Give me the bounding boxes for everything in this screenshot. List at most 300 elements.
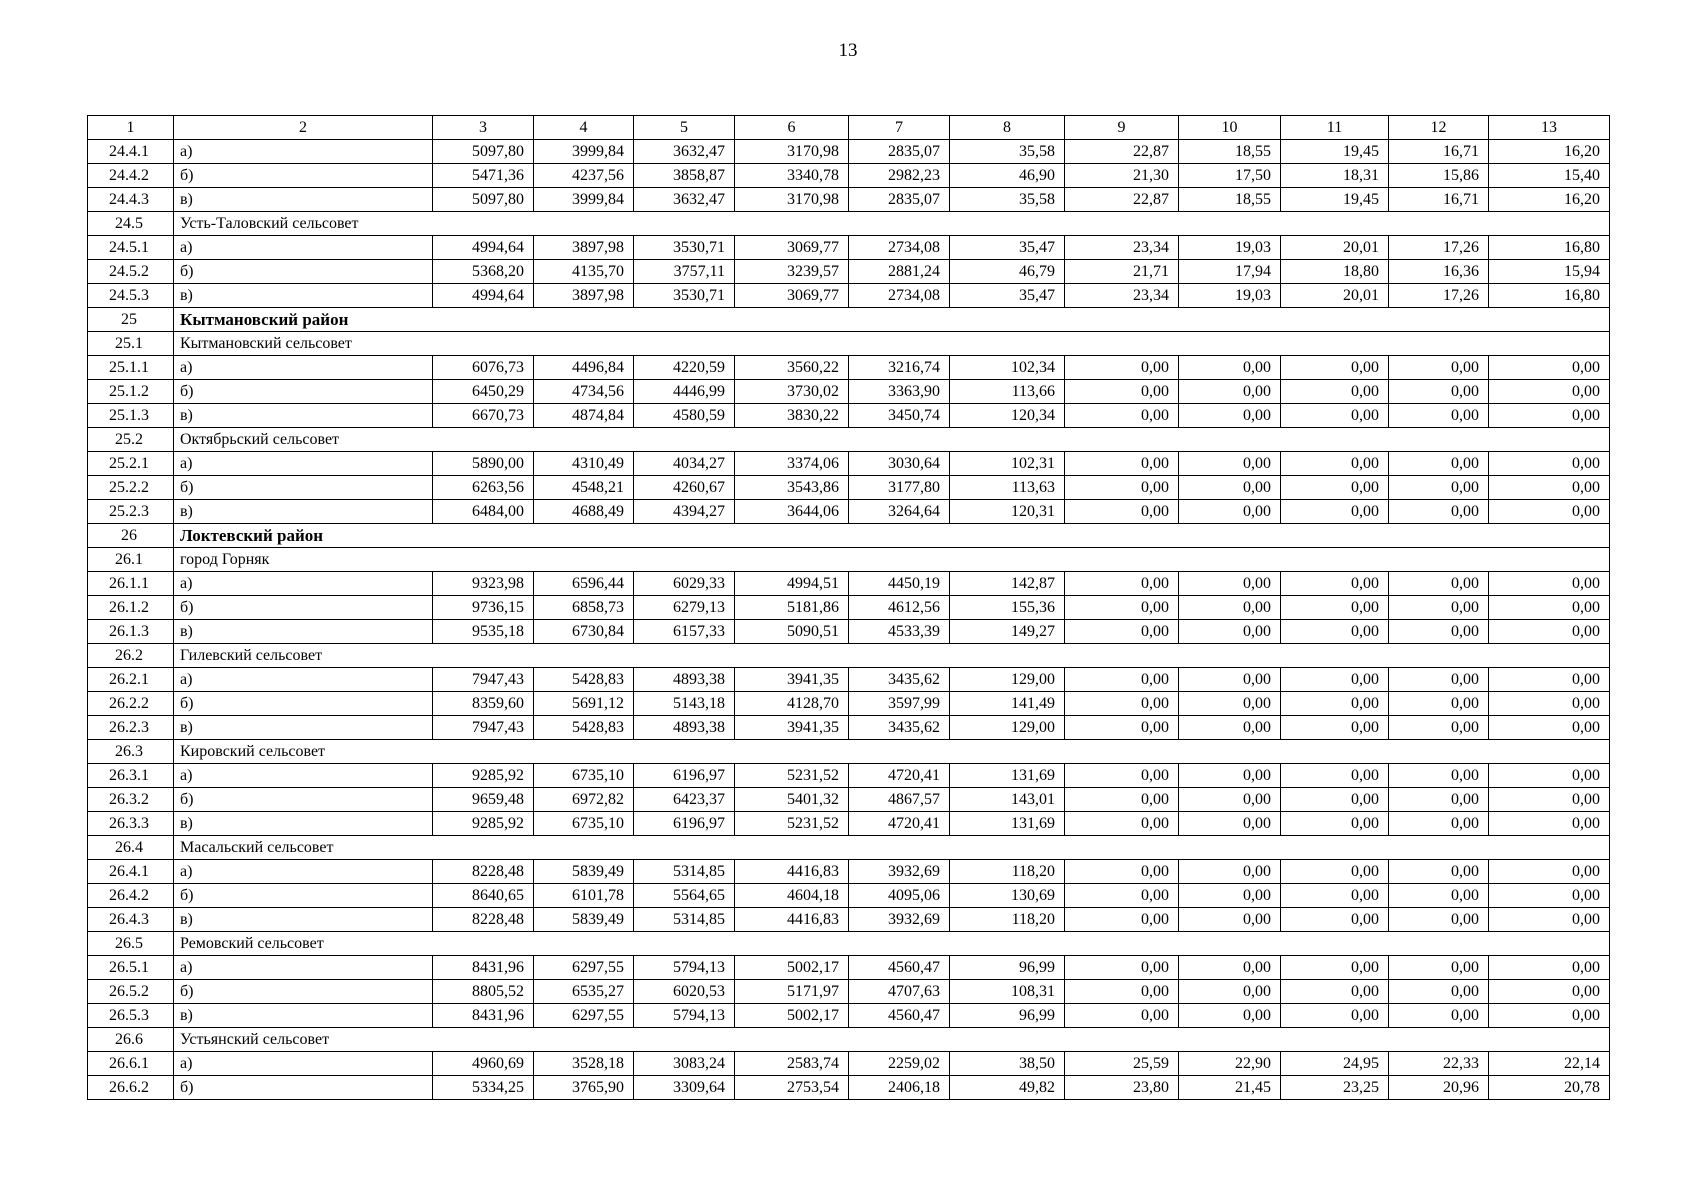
row-label: а) bbox=[174, 572, 433, 596]
cell-value: 0,00 bbox=[1179, 404, 1281, 428]
cell-value: 0,00 bbox=[1281, 764, 1389, 788]
cell-value: 6157,33 bbox=[634, 620, 735, 644]
table-row bbox=[88, 716, 1610, 740]
cell-value: 0,00 bbox=[1489, 716, 1610, 740]
cell-value: 0,00 bbox=[1065, 1004, 1179, 1028]
cell-value: 142,87 bbox=[950, 572, 1065, 596]
row-code: 25.1.2 bbox=[88, 380, 174, 404]
cell-value: 0,00 bbox=[1489, 452, 1610, 476]
cell-value: 22,87 bbox=[1065, 140, 1179, 164]
cell-value: 8431,96 bbox=[433, 1004, 534, 1028]
cell-value: 3632,47 bbox=[634, 140, 735, 164]
cell-value: 3069,77 bbox=[735, 284, 849, 308]
cell-value: 0,00 bbox=[1389, 692, 1489, 716]
cell-value: 4734,56 bbox=[534, 380, 634, 404]
cell-value: 3543,86 bbox=[735, 476, 849, 500]
row-label: а) bbox=[174, 236, 433, 260]
section-row bbox=[88, 428, 1610, 452]
cell-value: 0,00 bbox=[1389, 764, 1489, 788]
row-label: а) bbox=[174, 356, 433, 380]
cell-value: 6029,33 bbox=[634, 572, 735, 596]
row-code: 26.2 bbox=[88, 644, 174, 668]
cell-value: 0,00 bbox=[1281, 884, 1389, 908]
cell-value: 9659,48 bbox=[433, 788, 534, 812]
table-row bbox=[88, 452, 1610, 476]
row-code: 25.2.2 bbox=[88, 476, 174, 500]
row-code: 26.6.2 bbox=[88, 1076, 174, 1100]
cell-value: 5090,51 bbox=[735, 620, 849, 644]
cell-value: 49,82 bbox=[950, 1076, 1065, 1100]
tariff-table bbox=[87, 115, 1610, 1100]
cell-value: 4095,06 bbox=[849, 884, 950, 908]
row-label: в) bbox=[174, 284, 433, 308]
cell-value: 8228,48 bbox=[433, 860, 534, 884]
cell-value: 22,33 bbox=[1389, 1052, 1489, 1076]
cell-value: 4604,18 bbox=[735, 884, 849, 908]
cell-value: 5314,85 bbox=[634, 908, 735, 932]
cell-value: 7947,43 bbox=[433, 668, 534, 692]
cell-value: 0,00 bbox=[1065, 620, 1179, 644]
cell-value: 22,87 bbox=[1065, 188, 1179, 212]
cell-value: 3597,99 bbox=[849, 692, 950, 716]
cell-value: 3941,35 bbox=[735, 668, 849, 692]
cell-value: 0,00 bbox=[1389, 356, 1489, 380]
cell-value: 19,03 bbox=[1179, 236, 1281, 260]
cell-value: 0,00 bbox=[1281, 788, 1389, 812]
cell-value: 6972,82 bbox=[534, 788, 634, 812]
row-code: 24.4.3 bbox=[88, 188, 174, 212]
table-row bbox=[88, 500, 1610, 524]
row-code: 26.6 bbox=[88, 1028, 174, 1052]
row-label: б) bbox=[174, 980, 433, 1004]
cell-value: 5839,49 bbox=[534, 908, 634, 932]
row-code: 26.3.2 bbox=[88, 788, 174, 812]
header-row bbox=[88, 116, 1610, 140]
row-code: 24.4.1 bbox=[88, 140, 174, 164]
cell-value: 3374,06 bbox=[735, 452, 849, 476]
cell-value: 0,00 bbox=[1489, 692, 1610, 716]
row-label: в) bbox=[174, 812, 433, 836]
cell-value: 20,78 bbox=[1489, 1076, 1610, 1100]
cell-value: 4260,67 bbox=[634, 476, 735, 500]
cell-value: 3069,77 bbox=[735, 236, 849, 260]
cell-value: 6423,37 bbox=[634, 788, 735, 812]
cell-value: 0,00 bbox=[1065, 476, 1179, 500]
cell-value: 3177,80 bbox=[849, 476, 950, 500]
cell-value: 6596,44 bbox=[534, 572, 634, 596]
cell-value: 0,00 bbox=[1281, 380, 1389, 404]
row-label: а) bbox=[174, 860, 433, 884]
cell-value: 130,69 bbox=[950, 884, 1065, 908]
cell-value: 6858,73 bbox=[534, 596, 634, 620]
cell-value: 0,00 bbox=[1489, 812, 1610, 836]
cell-value: 6020,53 bbox=[634, 980, 735, 1004]
cell-value: 0,00 bbox=[1179, 908, 1281, 932]
cell-value: 131,69 bbox=[950, 764, 1065, 788]
table-row bbox=[88, 284, 1610, 308]
cell-value: 120,34 bbox=[950, 404, 1065, 428]
cell-value: 0,00 bbox=[1281, 716, 1389, 740]
cell-value: 0,00 bbox=[1489, 668, 1610, 692]
cell-value: 3083,24 bbox=[634, 1052, 735, 1076]
cell-value: 6297,55 bbox=[534, 956, 634, 980]
cell-value: 8640,65 bbox=[433, 884, 534, 908]
cell-value: 19,45 bbox=[1281, 188, 1389, 212]
cell-value: 0,00 bbox=[1065, 956, 1179, 980]
row-code: 26.2.1 bbox=[88, 668, 174, 692]
cell-value: 6196,97 bbox=[634, 764, 735, 788]
row-code: 24.5.3 bbox=[88, 284, 174, 308]
cell-value: 0,00 bbox=[1179, 596, 1281, 620]
cell-value: 3363,90 bbox=[849, 380, 950, 404]
cell-value: 4310,49 bbox=[534, 452, 634, 476]
row-code: 26.4.1 bbox=[88, 860, 174, 884]
row-label: а) bbox=[174, 452, 433, 476]
cell-value: 0,00 bbox=[1489, 788, 1610, 812]
cell-value: 22,14 bbox=[1489, 1052, 1610, 1076]
row-code: 26.1.3 bbox=[88, 620, 174, 644]
table-row bbox=[88, 356, 1610, 380]
cell-value: 0,00 bbox=[1281, 596, 1389, 620]
cell-value: 17,50 bbox=[1179, 164, 1281, 188]
cell-value: 0,00 bbox=[1489, 620, 1610, 644]
cell-value: 5314,85 bbox=[634, 860, 735, 884]
row-code: 26 bbox=[88, 524, 174, 548]
cell-value: 0,00 bbox=[1179, 764, 1281, 788]
cell-value: 3897,98 bbox=[534, 236, 634, 260]
row-code: 26.4.2 bbox=[88, 884, 174, 908]
cell-value: 0,00 bbox=[1389, 908, 1489, 932]
cell-value: 0,00 bbox=[1489, 884, 1610, 908]
cell-value: 16,71 bbox=[1389, 140, 1489, 164]
table-row bbox=[88, 260, 1610, 284]
cell-value: 19,45 bbox=[1281, 140, 1389, 164]
row-label: в) bbox=[174, 620, 433, 644]
cell-value: 17,26 bbox=[1389, 284, 1489, 308]
table-row bbox=[88, 476, 1610, 500]
row-label: б) bbox=[174, 380, 433, 404]
cell-value: 4720,41 bbox=[849, 764, 950, 788]
cell-value: 3644,06 bbox=[735, 500, 849, 524]
row-code: 25.1 bbox=[88, 332, 174, 356]
cell-value: 3309,64 bbox=[634, 1076, 735, 1100]
cell-value: 0,00 bbox=[1389, 812, 1489, 836]
cell-value: 0,00 bbox=[1065, 764, 1179, 788]
cell-value: 7947,43 bbox=[433, 716, 534, 740]
row-label: в) bbox=[174, 908, 433, 932]
cell-value: 96,99 bbox=[950, 956, 1065, 980]
cell-value: 3632,47 bbox=[634, 188, 735, 212]
row-code: 26.2.3 bbox=[88, 716, 174, 740]
row-code: 26.5.3 bbox=[88, 1004, 174, 1028]
cell-value: 0,00 bbox=[1065, 884, 1179, 908]
row-code: 25 bbox=[88, 308, 174, 332]
district-row bbox=[88, 524, 1610, 548]
cell-value: 0,00 bbox=[1489, 596, 1610, 620]
cell-value: 3932,69 bbox=[849, 908, 950, 932]
table-row bbox=[88, 908, 1610, 932]
cell-value: 143,01 bbox=[950, 788, 1065, 812]
cell-value: 16,20 bbox=[1489, 188, 1610, 212]
cell-value: 0,00 bbox=[1179, 452, 1281, 476]
cell-value: 4994,64 bbox=[433, 284, 534, 308]
cell-value: 3435,62 bbox=[849, 716, 950, 740]
cell-value: 4688,49 bbox=[534, 500, 634, 524]
row-label: в) bbox=[174, 404, 433, 428]
cell-value: 18,55 bbox=[1179, 188, 1281, 212]
cell-value: 5794,13 bbox=[634, 956, 735, 980]
row-label: а) bbox=[174, 1052, 433, 1076]
row-code: 25.2 bbox=[88, 428, 174, 452]
cell-value: 15,40 bbox=[1489, 164, 1610, 188]
cell-value: 4560,47 bbox=[849, 956, 950, 980]
row-label: б) bbox=[174, 476, 433, 500]
cell-value: 0,00 bbox=[1065, 980, 1179, 1004]
cell-value: 0,00 bbox=[1179, 884, 1281, 908]
cell-value: 0,00 bbox=[1179, 716, 1281, 740]
cell-value: 3530,71 bbox=[634, 236, 735, 260]
cell-value: 0,00 bbox=[1389, 404, 1489, 428]
cell-value: 4994,64 bbox=[433, 236, 534, 260]
section-row bbox=[88, 932, 1610, 956]
cell-value: 0,00 bbox=[1281, 812, 1389, 836]
cell-value: 2259,02 bbox=[849, 1052, 950, 1076]
cell-value: 5564,65 bbox=[634, 884, 735, 908]
cell-value: 0,00 bbox=[1065, 380, 1179, 404]
cell-value: 38,50 bbox=[950, 1052, 1065, 1076]
cell-value: 3897,98 bbox=[534, 284, 634, 308]
cell-value: 23,34 bbox=[1065, 236, 1179, 260]
cell-value: 46,79 bbox=[950, 260, 1065, 284]
cell-value: 2835,07 bbox=[849, 140, 950, 164]
cell-value: 0,00 bbox=[1065, 716, 1179, 740]
cell-value: 0,00 bbox=[1065, 908, 1179, 932]
row-code: 26.5.1 bbox=[88, 956, 174, 980]
cell-value: 5839,49 bbox=[534, 860, 634, 884]
column-header: 13 bbox=[1489, 116, 1610, 140]
row-code: 26.2.2 bbox=[88, 692, 174, 716]
cell-value: 0,00 bbox=[1281, 620, 1389, 644]
cell-value: 3450,74 bbox=[849, 404, 950, 428]
cell-value: 5794,13 bbox=[634, 1004, 735, 1028]
row-code: 25.2.3 bbox=[88, 500, 174, 524]
row-label: в) bbox=[174, 188, 433, 212]
table-row bbox=[88, 956, 1610, 980]
cell-value: 3730,02 bbox=[735, 380, 849, 404]
cell-value: 0,00 bbox=[1489, 476, 1610, 500]
cell-value: 0,00 bbox=[1179, 356, 1281, 380]
cell-value: 9535,18 bbox=[433, 620, 534, 644]
cell-value: 0,00 bbox=[1281, 356, 1389, 380]
cell-value: 4394,27 bbox=[634, 500, 735, 524]
cell-value: 18,55 bbox=[1179, 140, 1281, 164]
row-label: а) bbox=[174, 668, 433, 692]
section-row bbox=[88, 836, 1610, 860]
cell-value: 0,00 bbox=[1065, 404, 1179, 428]
cell-value: 0,00 bbox=[1179, 668, 1281, 692]
cell-value: 3765,90 bbox=[534, 1076, 634, 1100]
cell-value: 0,00 bbox=[1489, 404, 1610, 428]
cell-value: 5890,00 bbox=[433, 452, 534, 476]
cell-value: 16,71 bbox=[1389, 188, 1489, 212]
cell-value: 8228,48 bbox=[433, 908, 534, 932]
cell-value: 108,31 bbox=[950, 980, 1065, 1004]
cell-value: 22,90 bbox=[1179, 1052, 1281, 1076]
cell-value: 25,59 bbox=[1065, 1052, 1179, 1076]
cell-value: 4034,27 bbox=[634, 452, 735, 476]
cell-value: 0,00 bbox=[1065, 860, 1179, 884]
cell-value: 149,27 bbox=[950, 620, 1065, 644]
cell-value: 4446,99 bbox=[634, 380, 735, 404]
cell-value: 5002,17 bbox=[735, 1004, 849, 1028]
cell-value: 6076,73 bbox=[433, 356, 534, 380]
cell-value: 0,00 bbox=[1179, 692, 1281, 716]
row-code: 26.4.3 bbox=[88, 908, 174, 932]
cell-value: 19,03 bbox=[1179, 284, 1281, 308]
cell-value: 23,25 bbox=[1281, 1076, 1389, 1100]
cell-value: 0,00 bbox=[1281, 404, 1389, 428]
cell-value: 4496,84 bbox=[534, 356, 634, 380]
section-row bbox=[88, 644, 1610, 668]
cell-value: 0,00 bbox=[1281, 476, 1389, 500]
cell-value: 155,36 bbox=[950, 596, 1065, 620]
column-header: 2 bbox=[174, 116, 433, 140]
cell-value: 0,00 bbox=[1489, 380, 1610, 404]
table-row bbox=[88, 236, 1610, 260]
cell-value: 6101,78 bbox=[534, 884, 634, 908]
cell-value: 16,80 bbox=[1489, 236, 1610, 260]
cell-value: 5471,36 bbox=[433, 164, 534, 188]
cell-value: 4135,70 bbox=[534, 260, 634, 284]
cell-value: 129,00 bbox=[950, 668, 1065, 692]
cell-value: 0,00 bbox=[1281, 500, 1389, 524]
row-code: 25.2.1 bbox=[88, 452, 174, 476]
table-row bbox=[88, 1052, 1610, 1076]
cell-value: 6450,29 bbox=[433, 380, 534, 404]
table-row bbox=[88, 1004, 1610, 1028]
cell-value: 0,00 bbox=[1179, 572, 1281, 596]
row-label: Октябрьский сельсовет bbox=[174, 428, 1610, 452]
section-row bbox=[88, 332, 1610, 356]
section-row bbox=[88, 740, 1610, 764]
cell-value: 129,00 bbox=[950, 716, 1065, 740]
cell-value: 6297,55 bbox=[534, 1004, 634, 1028]
row-label: Кировский сельсовет bbox=[174, 740, 1610, 764]
cell-value: 4707,63 bbox=[849, 980, 950, 1004]
cell-value: 0,00 bbox=[1489, 764, 1610, 788]
cell-value: 23,80 bbox=[1065, 1076, 1179, 1100]
row-label: б) bbox=[174, 1076, 433, 1100]
cell-value: 0,00 bbox=[1065, 812, 1179, 836]
cell-value: 0,00 bbox=[1179, 812, 1281, 836]
column-header: 9 bbox=[1065, 116, 1179, 140]
cell-value: 6735,10 bbox=[534, 764, 634, 788]
cell-value: 4548,21 bbox=[534, 476, 634, 500]
cell-value: 131,69 bbox=[950, 812, 1065, 836]
cell-value: 5002,17 bbox=[735, 956, 849, 980]
row-label: б) bbox=[174, 788, 433, 812]
cell-value: 4720,41 bbox=[849, 812, 950, 836]
row-label: Устьянский сельсовет bbox=[174, 1028, 1610, 1052]
cell-value: 4560,47 bbox=[849, 1004, 950, 1028]
cell-value: 3264,64 bbox=[849, 500, 950, 524]
cell-value: 102,31 bbox=[950, 452, 1065, 476]
cell-value: 3030,64 bbox=[849, 452, 950, 476]
row-code: 26.3.1 bbox=[88, 764, 174, 788]
row-code: 26.3.3 bbox=[88, 812, 174, 836]
cell-value: 113,63 bbox=[950, 476, 1065, 500]
page-number: 13 bbox=[838, 40, 858, 61]
cell-value: 9285,92 bbox=[433, 812, 534, 836]
cell-value: 3239,57 bbox=[735, 260, 849, 284]
cell-value: 0,00 bbox=[1179, 500, 1281, 524]
cell-value: 141,49 bbox=[950, 692, 1065, 716]
cell-value: 4893,38 bbox=[634, 668, 735, 692]
cell-value: 20,96 bbox=[1389, 1076, 1489, 1100]
table-row bbox=[88, 668, 1610, 692]
cell-value: 5334,25 bbox=[433, 1076, 534, 1100]
cell-value: 4893,38 bbox=[634, 716, 735, 740]
table-row bbox=[88, 404, 1610, 428]
cell-value: 0,00 bbox=[1389, 500, 1489, 524]
cell-value: 17,94 bbox=[1179, 260, 1281, 284]
cell-value: 35,47 bbox=[950, 284, 1065, 308]
cell-value: 5368,20 bbox=[433, 260, 534, 284]
cell-value: 3999,84 bbox=[534, 140, 634, 164]
row-label: Усть-Таловский сельсовет bbox=[174, 212, 1610, 236]
cell-value: 0,00 bbox=[1065, 452, 1179, 476]
cell-value: 6535,27 bbox=[534, 980, 634, 1004]
cell-value: 15,94 bbox=[1489, 260, 1610, 284]
cell-value: 6263,56 bbox=[433, 476, 534, 500]
cell-value: 35,58 bbox=[950, 140, 1065, 164]
cell-value: 0,00 bbox=[1179, 476, 1281, 500]
cell-value: 118,20 bbox=[950, 908, 1065, 932]
table-row bbox=[88, 788, 1610, 812]
cell-value: 35,47 bbox=[950, 236, 1065, 260]
cell-value: 4416,83 bbox=[735, 908, 849, 932]
cell-value: 0,00 bbox=[1489, 908, 1610, 932]
column-header: 5 bbox=[634, 116, 735, 140]
cell-value: 5691,12 bbox=[534, 692, 634, 716]
cell-value: 5428,83 bbox=[534, 716, 634, 740]
cell-value: 4533,39 bbox=[849, 620, 950, 644]
cell-value: 3530,71 bbox=[634, 284, 735, 308]
row-label: Масальский сельсовет bbox=[174, 836, 1610, 860]
row-code: 24.5 bbox=[88, 212, 174, 236]
row-code: 24.5.1 bbox=[88, 236, 174, 260]
cell-value: 0,00 bbox=[1489, 980, 1610, 1004]
cell-value: 6730,84 bbox=[534, 620, 634, 644]
cell-value: 4867,57 bbox=[849, 788, 950, 812]
cell-value: 3830,22 bbox=[735, 404, 849, 428]
cell-value: 20,01 bbox=[1281, 284, 1389, 308]
cell-value: 6484,00 bbox=[433, 500, 534, 524]
cell-value: 2734,08 bbox=[849, 236, 950, 260]
column-header: 8 bbox=[950, 116, 1065, 140]
row-code: 26.3 bbox=[88, 740, 174, 764]
cell-value: 96,99 bbox=[950, 1004, 1065, 1028]
column-header: 1 bbox=[88, 116, 174, 140]
cell-value: 4994,51 bbox=[735, 572, 849, 596]
row-label: б) bbox=[174, 164, 433, 188]
cell-value: 24,95 bbox=[1281, 1052, 1389, 1076]
cell-value: 113,66 bbox=[950, 380, 1065, 404]
cell-value: 3999,84 bbox=[534, 188, 634, 212]
cell-value: 3340,78 bbox=[735, 164, 849, 188]
cell-value: 0,00 bbox=[1065, 596, 1179, 620]
cell-value: 5181,86 bbox=[735, 596, 849, 620]
